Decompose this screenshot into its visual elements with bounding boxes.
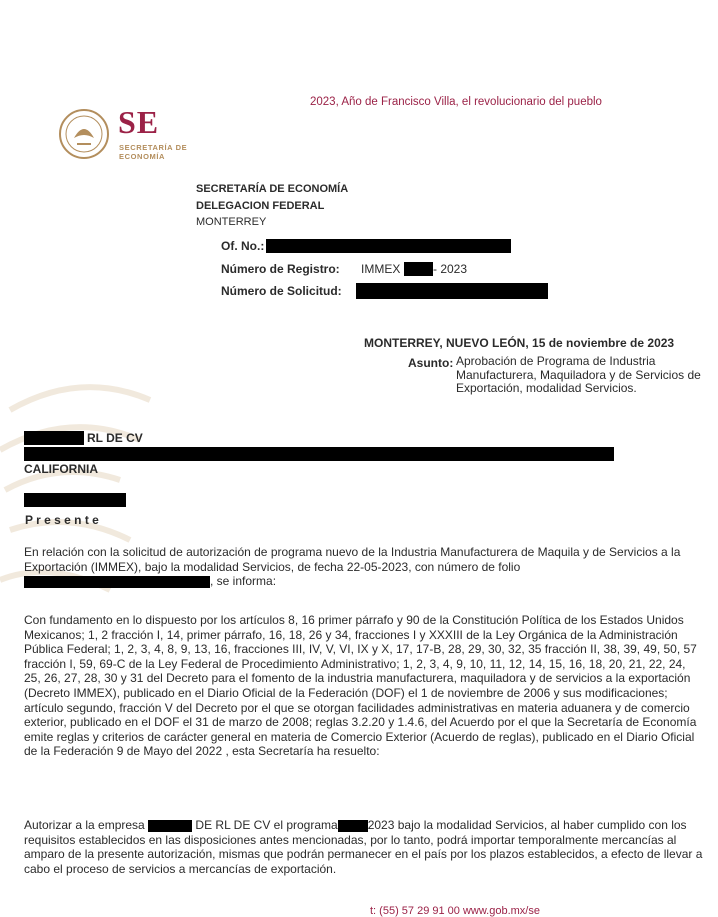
header-motto: 2023, Año de Francisco Villa, el revolucionario del pueblo xyxy=(310,96,602,108)
logo-subtitle xyxy=(119,143,187,161)
date-line: MONTERREY, NUEVO LEÓN, 15 de noviembre de 2023 xyxy=(364,336,675,350)
registro-label: Número de Registro: xyxy=(221,262,340,276)
asunto-text: Aprobación de Programa de Industria Manufacturera, Maquiladora y de Servicios de Exportación, modalidad Servicios. xyxy=(456,354,701,395)
paragraph-2: Con fundamento en lo dispuesto por los artículos 8, 16 primer párrafo y 90 de la Constitución Política de los Estados Unidos Mexicanos; 1, 2 fracción I, 14, primer párrafo, 16, 18, 26 y 34, fracciones I y XXXIII de la Ley Orgánica de la Administración Pública Federal; 1, 2, 3, 4, 8, 9, 13, 16, fracciones III, IV, V, VI, IX y X, 17, 17-B, 28, 29, 30, 32, 35 fracción II, 38, 39, 49, 50, 57 fracción I, 59, 69-C de la Ley Federal de Procedimiento Administrativo; 1, 2, 3, 4, 9, 10, 11, 12, 14, 15, 16, 18, 20, 21, 22, 24, 25, 26, 27, 28, 30 y 31 del Decreto para el fomento de la industria manufacturera, maquiladora y de servicios a la exportación (Decreto IMMEX), publicado en el Diario Oficial de la Federación (DOF) el 1 de noviembre de 2006 y sus modificaciones; artículo segundo, fracción V del Decreto por el que se otorgan facilidades administrativas en materia aduanera y de comercio exterior, publicado en el DOF el 31 de marzo de 2008; reglas 3.2.20 y 1.4.6, del Acuerdo por el que la Secretaría de Economía emite reglas y criterios de carácter general en materia de Comercio Exterior (Acuerdo de reglas), publicado en el Diario Oficial de la Federación 9 de Mayo del 2022 , esta Secretaría ha resuelto: xyxy=(24,613,697,759)
logo-abbreviation: SE xyxy=(118,104,160,140)
paragraph-3-part1: Autorizar a la empresa xyxy=(24,818,145,832)
sender-line1: SECRETARÍA DE ECONOMÍA xyxy=(196,183,349,195)
sender-line2: DELEGACION FEDERAL xyxy=(196,200,325,212)
asunto-label: Asunto: xyxy=(408,356,454,370)
paragraph-1-end: , se informa: xyxy=(210,574,277,589)
logo-subtitle-line1: SECRETARÍA DE xyxy=(119,143,188,152)
company-suffix: RL DE CV xyxy=(87,431,143,445)
attention-redaction xyxy=(24,493,126,507)
oficio-redaction xyxy=(266,239,511,253)
paragraph-3-part3: 2023 bajo la modalidad Servicios, al haber cumplido con los requisitos establecidos en las disposiciones antes mencionadas, por lo tanto, podrá importar temporalmente mercancías al amparo de la presente autorización, mismas que podrán permanecer en el país por los plazos establecidos, a efecto de llevar a cabo el proceso de servicios a mercancías de exportación. xyxy=(24,818,703,876)
solicitud-redaction xyxy=(356,283,548,299)
logo-subtitle-line2: ECONOMÍA xyxy=(119,152,166,161)
paragraph-3 xyxy=(24,818,704,876)
company-redaction-2 xyxy=(148,820,192,832)
recipient-state: CALIFORNIA xyxy=(24,462,98,476)
presente: P r e s e n t e xyxy=(25,513,99,527)
company-name-redaction xyxy=(24,431,84,445)
mexican-coat-of-arms-icon xyxy=(57,108,111,160)
sender-line3: MONTERREY xyxy=(196,216,267,228)
oficio-label: Of. No.: xyxy=(221,239,265,253)
program-redaction xyxy=(338,820,368,832)
paragraph-3-part2: DE RL DE CV el programa xyxy=(195,818,338,832)
folio-redaction xyxy=(24,576,210,588)
footer-contact: t: (55) 57 29 91 00 www.gob.mx/se xyxy=(370,905,540,917)
paragraph-1 xyxy=(24,545,704,589)
registro-prefix: IMMEX xyxy=(361,262,401,276)
paragraph-1-text: En relación con la solicitud de autorización de programa nuevo de la Industria Manufacturera de Maquila y de Servicios a la Exportación (IMMEX), bajo la modalidad Servicios, de fecha 22-05-2023, con número de folio xyxy=(24,545,681,574)
address-redaction xyxy=(24,447,614,461)
registro-suffix: - 2023 xyxy=(433,262,468,276)
registro-redaction xyxy=(404,262,433,276)
solicitud-label: Número de Solicitud: xyxy=(221,284,342,298)
